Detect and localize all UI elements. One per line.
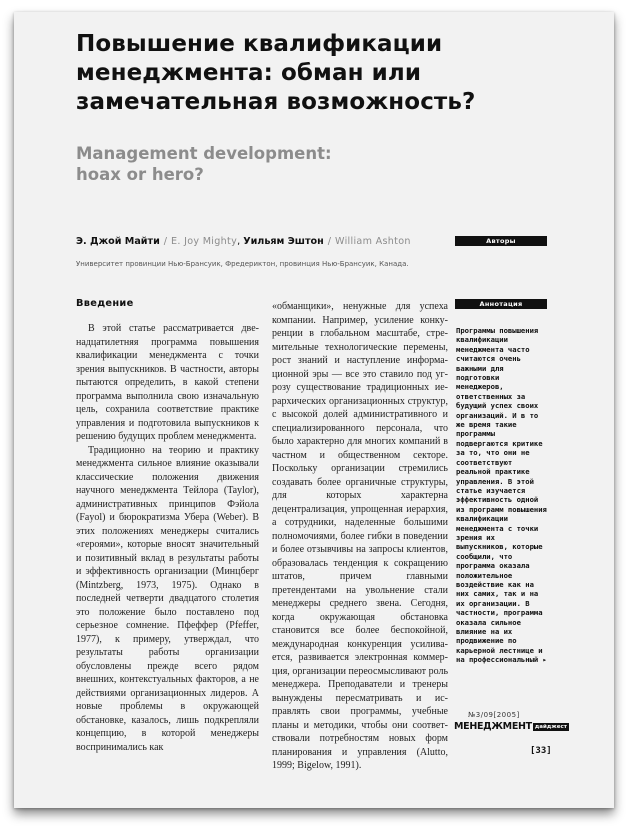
authors-label: Авторы	[455, 236, 547, 246]
article-subtitle-en: Management development: hoax or hero?	[76, 144, 332, 184]
paragraph: «обманщики», ненужные для успеха компании. Например, усиление конкуренции в глобальном масштабе, стремительные технологические перемены, рост знаний и наступление информационной эры — все это ставило под угрозу существование традиционных иерархических организационных структур, с высокой долей административного и специализированного персонала, что было характерно для многих компаний в частном и общественном секторе. Поскольку организации стремились создавать более органичные структуры, для которых характерна децентрализация, упрощенная иерархия, а сотрудники, наделенные большими полномочиями, более гибки в поведении и более отзывчивы на запросы клиентов, образовалась тенденция к сокращению штатов, причем главными претендентами на увольнение стали менеджеры среднего звена. Сегодня, когда окружающая обстановка становится все более беспокойной, международная конкуренция усиливается, развивается электронная коммерция, организации переосмысливают роль менеджера. Преподаватели и тренеры вынуждены пересматривать и исправлять свои программы, учебные планы и методики, чтобы они соответствовали потребностям новых форм планирования и управления (Alutto, 1999; Bigelow, 1991).	[272, 301, 448, 771]
page-number: [33]	[530, 746, 552, 756]
authors-line	[76, 236, 411, 247]
body-column-2	[272, 300, 448, 773]
paragraph: Традиционно на теорию и практику менеджмента сильное влияние оказывали классические положения движения научного менеджмента Тейлора (Taylor), административных принципов Фэйола (Fayol) и бюрократизма Убера (Weber). В этих положениях менеджеры считались «героями», которые вносят значительный и позитивный вклад в результаты работы и эффективность организации (Минцберг (Mintzberg, 1973, 1975). Однако в последней четверти двадцатого столетия это положение было поставлено под серьезное сомнение. Пфеффер (Pfeffer, 1977), к примеру, утверждал, что результаты работы организации обусловлены прежде всего рядом внешних, контекстуальных факторов, а не действиями организационных лидеров. А новые проблемы в окружающей обстановке, казалось, лишь подкрепляли концепцию, в которой менеджеры воспринимались как	[76, 444, 259, 753]
author-separator-2: /	[327, 236, 331, 247]
body-column-1	[76, 322, 259, 754]
logo-sub-text: дайджест	[534, 723, 567, 730]
logo-main-text: МЕНЕДЖМЕНТ	[454, 721, 532, 732]
author-comma: ,	[237, 236, 244, 247]
abstract-text: Программы повышения квалификации менеджмента часто считаются очень важными для подготовки менеджеров, ответственных за будущий успех своих организаций. И в то же время такие программы подвергаются критике за то, что они не соответствуют реальной практике управления. В этой статье изучается эффективность одной из программ повышения квалификации менеджмента с точки зрения их выпускников, которые сообщили, что программа оказала положительное воздействие как на них самих, так и на их организации. В частности, программа оказала сильное влияние на их продвижение по карьерной лестнице и на профессиональный ▸	[456, 326, 547, 665]
journal-logo	[454, 721, 569, 732]
abstract-label: Аннотация	[455, 299, 547, 309]
paragraph: В этой статье рассматривается двенадцатилетняя программа повышения квалификации менеджмента с точки зрения выпускников. В частности, авторы пытаются определить, в какой степени программа выполнила свою изначальную цель, сохранила соответствие практике управления и подготовила выпускников к решению будущих проблем менеджмента.	[76, 323, 259, 442]
article-title: Повышение квалификации менеджмента: обман или замечательная возможность?	[76, 31, 476, 115]
issue-number: №3/09[2005]	[468, 711, 520, 719]
affiliation: Университет провинции Нью-Брансуик, Фредериктон, провинция Нью-Брансуик, Канада.	[76, 260, 409, 268]
author1-ru: Э. Джой Майти	[76, 236, 160, 247]
author1-en: E. Joy Mighty	[171, 236, 238, 247]
author-separator: /	[163, 236, 168, 247]
author2-ru: Уильям Эштон	[243, 236, 324, 247]
section-heading-intro: Введение	[76, 298, 134, 309]
author2-en: William Ashton	[335, 236, 411, 247]
